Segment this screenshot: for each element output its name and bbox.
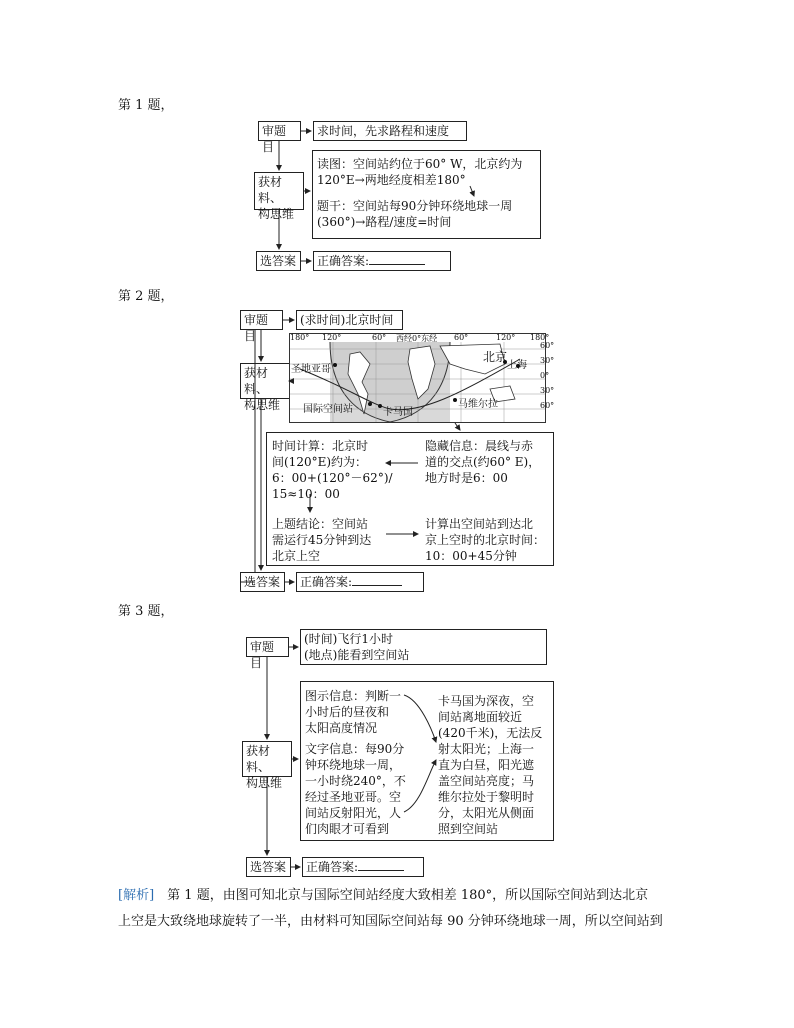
q2-map-shanghai: 上海 bbox=[507, 360, 527, 371]
q1-shentimu: 审题目 bbox=[262, 124, 287, 154]
q2-left2-3: 北京上空 bbox=[272, 549, 321, 563]
q3-left-9: 们肉眼才可看到 bbox=[305, 822, 390, 836]
q2-right-2: 道的交点(约60° E)， bbox=[425, 455, 541, 469]
q2-right2-1: 计算出空间站到达北 bbox=[425, 517, 534, 531]
q3-right-5: 直为白昼，阳光遮 bbox=[438, 758, 535, 772]
q2-header: 第 2 题， bbox=[118, 289, 174, 304]
q3-qiu-1: (时间)飞行1小时 bbox=[304, 632, 393, 646]
q3-huocailiao-1: 获材料、 bbox=[246, 744, 271, 774]
q2-map-kama: 卡马国 bbox=[383, 407, 413, 418]
q2-map-tick-0: 西经0°东经 bbox=[396, 334, 438, 343]
q2-left-4: 15≈10：00 bbox=[272, 487, 340, 501]
q3-right-9: 照到空间站 bbox=[438, 822, 499, 836]
q1-xuandaan: 选答案 bbox=[260, 254, 297, 268]
q2-map-sandiego: 圣地亚哥 bbox=[291, 364, 331, 375]
q2-huocailiao-2: 构思维 bbox=[244, 398, 281, 412]
q1-detail-4: (360°)→路程/速度=时间 bbox=[317, 215, 452, 229]
q2-qiu: (求时间)北京时间 bbox=[300, 313, 394, 327]
q2-map-tick-60e: 60° bbox=[454, 333, 469, 342]
q3-qiu-2: (地点)能看到空间站 bbox=[304, 648, 410, 662]
q1-detail-1: 读图：空间站约位于60° W，北京约为 bbox=[317, 157, 523, 171]
q3-left-8: 间站反射阳光，人 bbox=[305, 806, 402, 820]
q2-right2-2: 京上空时的北京时间： bbox=[425, 533, 546, 547]
q3-left-1: 图示信息：判断一 bbox=[305, 689, 402, 703]
q2-shentimu: 审题目 bbox=[244, 313, 269, 343]
analysis-line-2: 上空是大致绕地球旋转了一半，由材料可知国际空间站每 90 分钟环绕地球一周，所以空间站到 bbox=[118, 914, 663, 929]
q2-map-lat-3: 0° bbox=[540, 371, 550, 380]
q3-right-2: 间站离地面较近 bbox=[438, 710, 523, 724]
q2-left2-2: 需运行45分钟到达 bbox=[272, 533, 372, 547]
q2-map-tick-120e: 120° bbox=[496, 333, 516, 342]
q2-xuandaan: 选答案 bbox=[244, 575, 281, 589]
q3-right-3: (420千米)，无法反 bbox=[438, 726, 543, 740]
q1-qiu: 求时间，先求路程和速度 bbox=[317, 124, 450, 138]
q3-right-4: 射太阳光；上海一 bbox=[438, 742, 535, 756]
q2-map-lat-5: 60° bbox=[540, 401, 555, 410]
analysis-line-1 bbox=[118, 883, 688, 909]
q3-zhengque: 正确答案: bbox=[306, 860, 359, 874]
q3-left-5: 钟环绕地球一周， bbox=[305, 758, 402, 772]
q3-right-8: 分，太阳光从侧面 bbox=[438, 806, 535, 820]
q2-map-tick-180w: 180° bbox=[290, 333, 310, 342]
q2-map-lat-4: 30° bbox=[540, 386, 555, 395]
q2-map-iss: 国际空间站 bbox=[303, 404, 353, 415]
q3-right-7: 维尔拉处于黎明时 bbox=[438, 790, 535, 804]
q3-shentimu: 审题目 bbox=[250, 640, 275, 670]
q3-left-3: 太阳高度情况 bbox=[305, 721, 378, 735]
q2-map-tick-120w: 120° bbox=[322, 333, 342, 342]
q2-right2-3: 10：00+45分钟 bbox=[425, 549, 517, 563]
q1-zhengque: 正确答案: bbox=[317, 254, 370, 268]
q3-left-7: 经过圣地亚哥。空 bbox=[305, 790, 402, 804]
q3-right-1: 卡马国为深夜，空 bbox=[438, 694, 535, 708]
q2-left-1: 时间计算：北京时 bbox=[272, 439, 369, 453]
q2-map-beijing: 北京 bbox=[483, 350, 508, 364]
q2-right-1: 隐藏信息：晨线与赤 bbox=[425, 439, 534, 453]
q3-xuandaan: 选答案 bbox=[250, 860, 287, 874]
q2-left-2: 间(120°E)约为： bbox=[272, 455, 368, 469]
q2-left-3: 6：00+(120°－62°)/ bbox=[272, 471, 393, 485]
q3-huocailiao-2: 构思维 bbox=[246, 776, 283, 790]
q3-left-2: 小时后的昼夜和 bbox=[305, 705, 390, 719]
q1-detail-3: 题干：空间站每90分钟环绕地球一周 bbox=[317, 199, 513, 213]
q2-map-manila: 马维尔拉 bbox=[458, 399, 498, 410]
q2-left2-1: 上题结论：空间站 bbox=[272, 517, 369, 531]
q2-map-tick-60w: 60° bbox=[372, 333, 387, 342]
analysis-tag: [解析] bbox=[118, 888, 155, 903]
q3-left-4: 文字信息：每90分 bbox=[305, 742, 405, 756]
q3-right-6: 盖空间站亮度；马 bbox=[438, 774, 535, 788]
q2-huocailiao-1: 获材料、 bbox=[244, 366, 269, 396]
q2-map-lat-2: 30° bbox=[540, 356, 555, 365]
analysis-text-1: 第 1 题，由图可知北京与国际空间站经度大致相差 180°，所以国际空间站到达北京 bbox=[154, 888, 649, 903]
q1-huocailiao-1: 获材料、 bbox=[258, 175, 283, 205]
q3-left-6: 一小时绕240°，不 bbox=[305, 774, 406, 788]
q1-detail-2: 120°E→两地经度相差180° bbox=[317, 173, 466, 187]
q2-zhengque: 正确答案: bbox=[300, 575, 353, 589]
q3-header: 第 3 题， bbox=[118, 604, 174, 619]
q2-right-3: 地方时是6：00 bbox=[425, 471, 508, 485]
q2-map-lat-1: 60° bbox=[540, 341, 555, 350]
q2-map-tick-180e: 180° bbox=[530, 333, 550, 342]
q1-huocailiao-2: 构思维 bbox=[258, 207, 295, 221]
q1-header: 第 1 题， bbox=[118, 98, 174, 113]
